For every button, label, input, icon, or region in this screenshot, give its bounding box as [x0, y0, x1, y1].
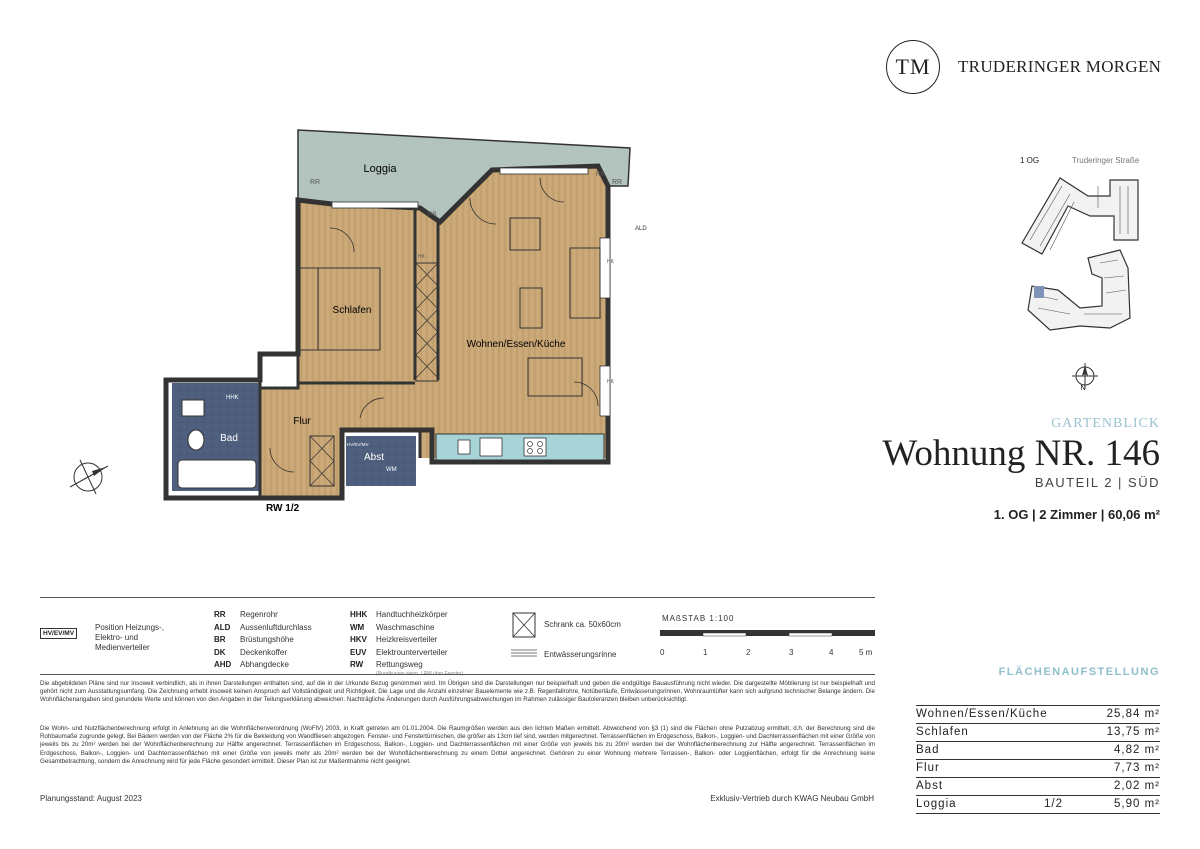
legend-item: DK Deckenkoffer	[214, 647, 287, 657]
site-plan-floor-label: 1 OG	[1020, 156, 1040, 165]
window-east-1	[600, 238, 610, 298]
legend-item: HKV Heizkreisverteiler	[350, 635, 438, 644]
mark-hk-1: HK	[607, 259, 614, 265]
legend-item: WM Waschmaschine	[350, 622, 435, 632]
mark-rr-loggia-mid: RR	[428, 212, 437, 218]
site-plan-street-label: Truderinger Straße	[1072, 156, 1140, 165]
mark-hv: HV/EV/MV	[347, 442, 369, 447]
room-label-schlafen: Schlafen	[332, 305, 372, 316]
planning-date: Planungsstand: August 2023	[40, 794, 142, 803]
apartment-title: Wohnung NR. 146	[882, 433, 1160, 474]
mark-rr-loggia-east: RR	[612, 179, 623, 186]
legend-col-2	[350, 608, 463, 677]
mark-ald: ALD	[635, 226, 647, 232]
legend-item: RR Regenrohr	[214, 610, 278, 619]
window-east-2	[600, 366, 610, 416]
room-label-abst: Abst	[363, 452, 385, 463]
room-label-bad: Bad	[220, 433, 238, 444]
drain-icon	[511, 649, 537, 659]
mark-hhk: HHK	[226, 395, 239, 401]
legend-item: BR Brüstungshöhe	[214, 635, 294, 644]
legend-top-rule	[40, 597, 875, 598]
apartment-summary: 1. OG | 2 Zimmer | 60,06 m²	[993, 507, 1160, 522]
apartment-building: BAUTEIL 2 | SÜD	[1034, 475, 1160, 490]
plan-compass-icon	[66, 452, 122, 502]
legend-item: ALD Aussenluftdurchlass	[214, 622, 312, 632]
cooktop-icon	[524, 438, 546, 456]
mark-rr-corner: RR	[596, 172, 605, 178]
legend-item: EUV Elektrounterverteiler	[350, 647, 448, 657]
north-label: N	[1080, 385, 1086, 392]
legend-item: HHK Handtuchheizkörper	[350, 610, 448, 619]
building-north	[1022, 178, 1138, 254]
apartment-tagline: GARTENBLICK	[1051, 416, 1160, 431]
area-row: Wohnen/Essen/Küche 25,84 m²	[916, 706, 1160, 724]
mark-rr-loggia-west: RR	[310, 179, 321, 186]
sink-icon	[480, 438, 502, 456]
legend-bottom-rule	[40, 674, 875, 675]
legend-item: AHD Abhangdecke	[214, 660, 289, 669]
scale-bar	[660, 630, 878, 640]
legend-item: RW Rettungsweg	[350, 660, 423, 669]
area-row: Bad 4,82 m²	[916, 742, 1160, 760]
area-row: Loggia 1/2 5,90 m²	[916, 796, 1160, 814]
legend-ms-box: HV/EV/MV	[40, 628, 77, 639]
area-row: Flur 7,73 m²	[916, 760, 1160, 778]
mark-rw: RW 1/2	[266, 503, 300, 514]
window-loggia-1	[332, 202, 418, 208]
legend-schrank: Schrank ca. 50x60cm	[544, 620, 621, 629]
window-loggia-2	[500, 168, 588, 174]
legend-entwaesserung: Entwässerungsrinne	[544, 650, 617, 659]
toilet	[188, 430, 204, 450]
area-table	[916, 705, 1160, 814]
mark-wm: WM	[386, 467, 397, 473]
schrank-icon	[512, 612, 536, 638]
brand-name: TRUDERINGER MORGEN	[958, 57, 1162, 76]
mark-hk-2: HK	[607, 379, 614, 385]
area-row: Schlafen 13,75 m²	[916, 724, 1160, 742]
bath-sink	[182, 400, 204, 416]
distribution-note: Exklusiv-Vertrieb durch KWAG Neubau GmbH	[710, 794, 874, 803]
legend-ms-text: Position Heizungs-, Elektro- und Medienverteiler	[95, 623, 164, 652]
brand-monogram: TM	[886, 40, 940, 94]
bathtub	[178, 460, 256, 488]
room-label-flur: Flur	[293, 416, 311, 427]
area-row: Abst 2,02 m²	[916, 778, 1160, 796]
scale-label: MAßSTAB 1:100	[662, 614, 735, 623]
legend-col-1	[214, 608, 312, 671]
north-arrow-icon	[1071, 361, 1101, 391]
room-label-wohnen: Wohnen/Essen/Küche	[466, 339, 566, 350]
disclaimer-paragraph-2: Die Wohn- und Nutzflächenberechnung erfolgt in Anlehnung an die Wohnflächenverordnung (WoFlV) 2003, in Kraft getreten am 01.01.2004. Die Raumgrößen werden aus den lichten Maßen ermittelt. Abweichend von §3 (1) sind die Flächen ohne Putzabzug ermittelt, d.h. der Berechnung sind die Rohbaumaße zugrunde gelegt. Bei Bädern werden von der Fläche 2% für die Bekleidung von Wandfliesen abgezogen. Fenster- und Fenstertürnischen, die größer als 13cm tief sind, werden mitgerechnet. Terrassenflächen im Erdgeschoss, Balkon-, Loggien- und Dachterrassenflächen mit einer Größe von jeweils bis zu 20m² werden bei der Wohnflächenberechnung zur Hälfte angerechnet. Terrassenflächen im Erdgeschoss, Balkon-, Loggien- und Dachterrassenflächen mit einer Größe von jeweils bis zu 20m² werden bei der Wohnflächenberechnung zur Hälfte angerechnet. Terrassenflächen im Erdgeschoss, Balkon-, Loggien- und Dachterrassenflächen mit einer Größe von jeweils mehr als 20m² werden bei der Wohnflächenberechnung zu einem Drittel angerechnet. Gehören zu einer Wohnung mehrere Terrassen-, Balkon- oder Loggienflächen, erfolgt für die Anrechnung keine Gesamtbetrachtung, sondern die Anrechnung wird für jede Fläche gesondert ermittelt. Dieser Plan ist zur Maßentnahme nicht geeignet.	[40, 725, 875, 765]
apartment-highlight	[1034, 286, 1044, 298]
mark-hk-3: HK	[418, 254, 425, 260]
floor-plan	[60, 118, 647, 518]
disclaimer-paragraph-1: Die abgebildeten Pläne sind nur insoweit verbindlich, als in ihnen Darstellungen enthalten sind, auf die in der Urkunde Bezug genommen wird. Im Übrigen sind die Darstellungen nur beispielhaft und geben die endgültige Bauausführung nicht wieder. Die dargestellte Möblierung ist nur beispielhaft und gehört nicht zum Ausstattungsumfang. Die Zeichnung erhebt insoweit keinen Anspruch auf Vollständigkeit und Richtigkeit. Die Lage und die Anzahl einzelner Bauelemente wie z.B. Regenfallrohre, Notüberläufe, Entwässerungsrinnen, Wohnraumlüfter kann sich aufgrund technischer Belange ändern. Die Wohnflächenangaben sind gerundete Werte und können von den Angaben in der Teilungserklärung abweichen. Nachträgliche Änderungen durch Ausführungsabweichungen im Rahmen zulässiger Bautoleranzen bleiben unberücksichtigt.	[40, 680, 875, 704]
area-table-title: FLÄCHENAUFSTELLUNG	[998, 666, 1160, 678]
room-label-loggia: Loggia	[363, 163, 397, 175]
